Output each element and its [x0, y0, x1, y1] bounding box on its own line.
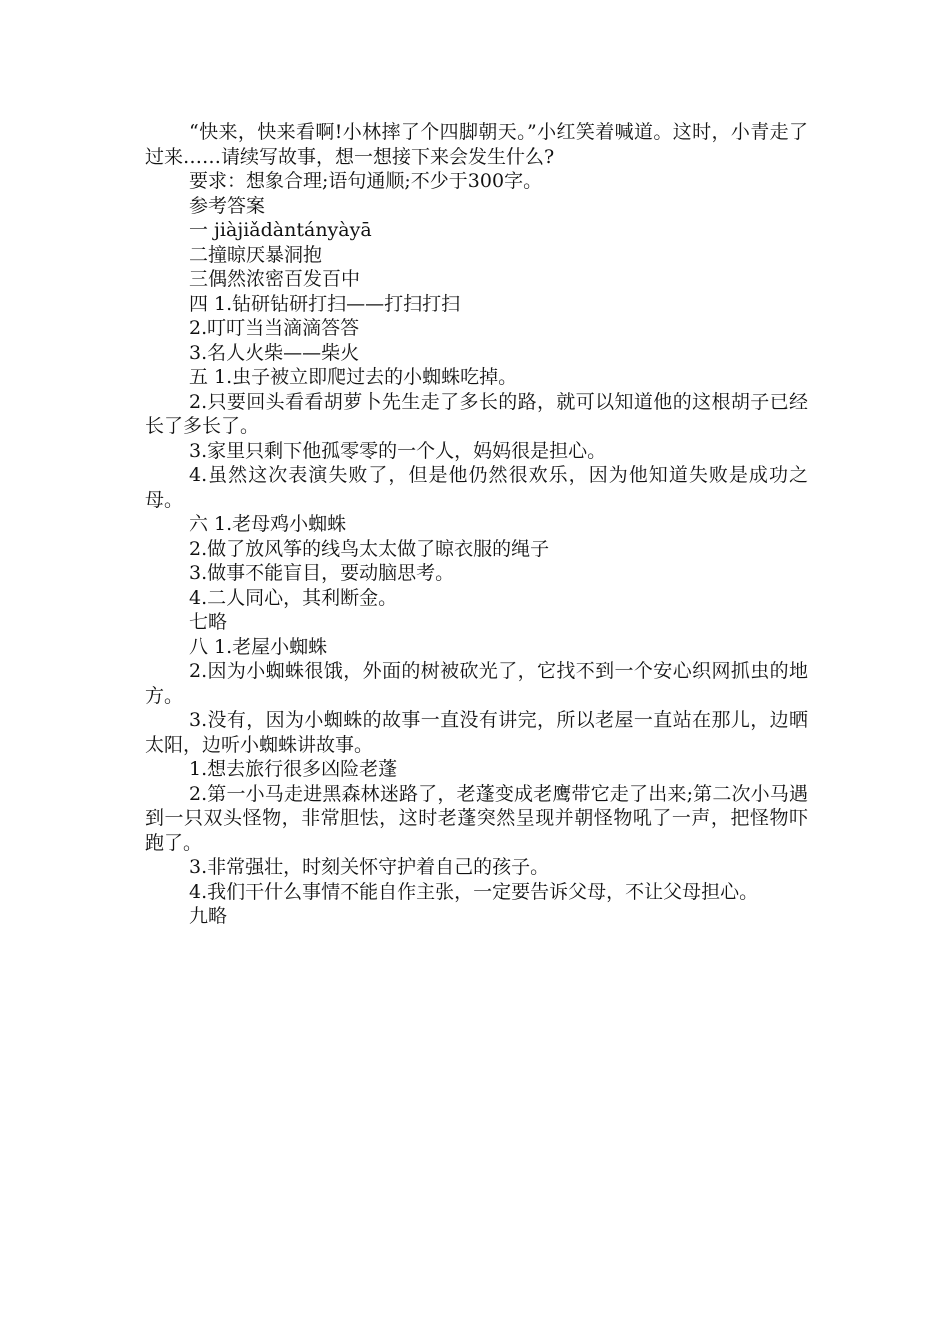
answer-extra-item-1: 1.想去旅行很多凶险老蓬 — [189, 758, 398, 780]
answer-section-4-item-2: 2.叮叮当当滴滴答答 — [189, 317, 360, 339]
answer-section-8-item-3: 3.没有，因为小蜘蛛的故事一直没有讲完，所以老屋一直站在那儿，边晒太阳，边听小蜘蛛讲故事。 — [145, 709, 808, 756]
answer-section-3: 三偶然浓密百发百中 — [189, 268, 361, 290]
answer-extra-item-4: 4.我们干什么事情不能自作主张，一定要告诉父母，不让父母担心。 — [189, 880, 759, 903]
answer-section-9: 九略 — [189, 905, 228, 927]
requirements-paragraph: 要求：想象合理;语句通顺;不少于300字。 — [189, 170, 543, 192]
answer-section-4-item-1: 四 1.钻研钻研打扫——打扫打扫 — [189, 292, 461, 315]
answer-section-5-item-3: 3.家里只剩下他孤零零的一个人，妈妈很是担心。 — [189, 439, 607, 462]
answer-extra-item-2: 2.第一小马走进黑森林迷路了，老蓬变成老鹰带它走了出来;第二次小马遇到一只双头怪物，非常胆怯，这时老蓬突然呈现并朝怪物吼了一声，把怪物吓跑了。 — [145, 782, 808, 854]
answer-section-8-item-2: 2.因为小蜘蛛很饿，外面的树被砍光了，它找不到一个安心织网抓虫的地方。 — [145, 660, 808, 707]
story-prompt-paragraph: “快来，快来看啊!小林摔了个四脚朝天。”小红笑着喊道。这时，小青走了过来……请续写故事，想一想接下来会发生什么? — [145, 121, 808, 168]
answer-section-6-item-4: 4.二人同心，其利断金。 — [189, 586, 398, 609]
answer-section-2: 二撞晾厌暴洞抱 — [189, 243, 323, 266]
answer-section-5-item-2: 2.只要回头看看胡萝卜先生走了多长的路，就可以知道他的这根胡子已经长了多长了。 — [145, 390, 808, 437]
answer-section-7: 七略 — [189, 611, 228, 633]
answer-key-heading: 参考答案 — [189, 194, 266, 217]
answer-section-5-item-1: 五 1.虫子被立即爬过去的小蜘蛛吃掉。 — [189, 366, 518, 388]
answer-section-1: 一 jiàjiǎdàntányàyā — [189, 219, 372, 241]
answer-section-6-item-2: 2.做了放风筝的线鸟太太做了晾衣服的绳子 — [189, 537, 550, 560]
answer-section-6-item-3: 3.做事不能盲目，要动脑思考。 — [189, 562, 455, 584]
answer-text-block — [145, 120, 808, 929]
answer-section-8-item-1: 八 1.老屋小蜘蛛 — [189, 635, 328, 658]
answer-extra-item-3: 3.非常强壮，时刻关怀守护着自己的孩子。 — [189, 856, 550, 878]
answer-section-6-item-1: 六 1.老母鸡小蜘蛛 — [189, 513, 347, 535]
answer-section-4-item-3: 3.名人火柴——柴火 — [189, 341, 360, 364]
answer-section-5-item-4: 4.虽然这次表演失败了，但是他仍然很欢乐，因为他知道失败是成功之母。 — [145, 464, 808, 511]
